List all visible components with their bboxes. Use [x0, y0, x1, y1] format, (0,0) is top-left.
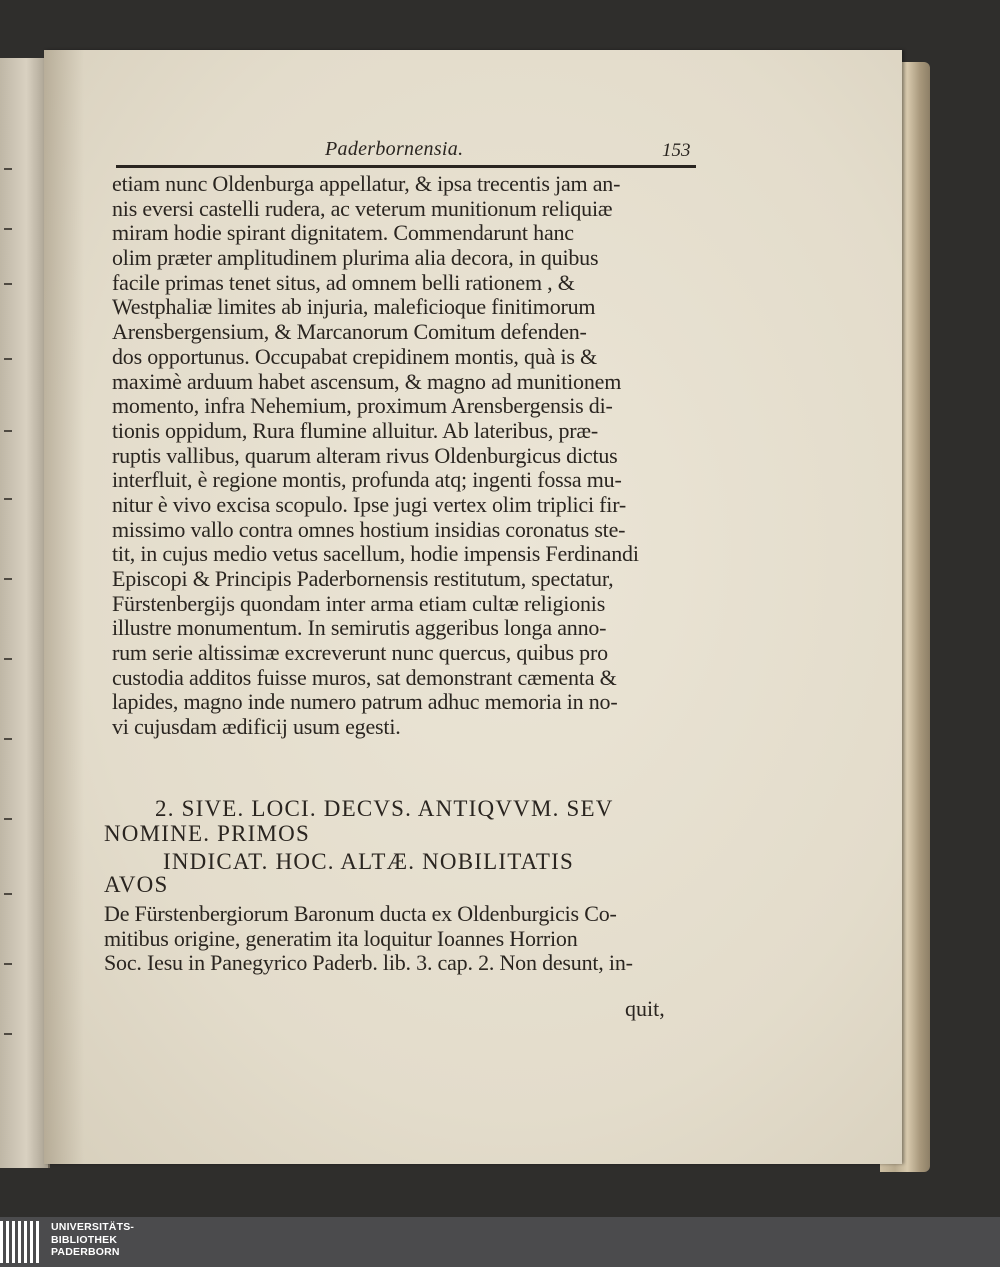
text-line: ruptis vallibus, quarum alteram rivus Oldenburgicus dictus [112, 442, 618, 468]
text-line: custodia additos fuisse muros, sat demonstrant cæmenta & [112, 664, 617, 690]
text-line: Episcopi & Principis Paderbornensis restitutum, spectatur, [112, 566, 614, 591]
text-line: vi cujusdam ædificij usum egesti. [112, 714, 401, 740]
text-line: nitur è vivo excisa scopulo. Ipse jugi vertex olim triplici fir- [112, 491, 627, 517]
section-heading-line: AVOS [104, 872, 169, 897]
text-line: maximè arduum habet ascensum, & magno ad munitionem [112, 368, 622, 394]
left-page-edge [0, 58, 50, 1168]
section-heading-line: INDICAT. HOC. ALTÆ. NOBILITATIS [163, 849, 575, 874]
paragraph-2 [104, 902, 704, 976]
section-heading-line: 2. SIVE. LOCI. DECVS. ANTIQVVM. SEV [155, 796, 614, 821]
text-line: dos opportunus. Occupabat crepidinem montis, quà is & [112, 343, 597, 369]
paragraph-1 [112, 172, 712, 740]
text-line: interfluit, è regione montis, profunda atq; ingenti fossa mu- [112, 467, 622, 493]
section-heading-line: NOMINE. PRIMOS [104, 821, 310, 846]
text-line: illustre monumentum. In semirutis aggeribus longa anno- [112, 615, 607, 641]
text-line: mitibus origine, generatim ita loquitur Ioannes Horrion [104, 925, 578, 951]
catchword: quit, [625, 996, 665, 1021]
page-number: 153 [662, 140, 691, 161]
library-name [51, 1221, 134, 1259]
library-footer [0, 1217, 1000, 1267]
library-name-line: BIBLIOTHEK [51, 1233, 118, 1246]
text-line: facile primas tenet situs, ad omnem belli rationem , & [112, 269, 575, 295]
text-line: momento, infra Nehemium, proximum Arensbergensis di- [112, 393, 613, 419]
text-line: olim præter amplitudinem plurima alia decora, in quibus [112, 245, 599, 271]
text-line: nis eversi castelli rudera, ac veterum munitionum reliquiæ [112, 195, 613, 221]
text-line: lapides, magno inde numero patrum adhuc memoria in no- [112, 689, 618, 715]
running-head: Paderbornensia. [325, 138, 464, 160]
header-rule [116, 165, 696, 168]
text-line: rum serie altissimæ excreverunt nunc quercus, quibus pro [112, 640, 608, 666]
text-line: tionis oppidum, Rura flumine alluitur. Ab lateribus, præ- [112, 417, 598, 443]
text-line: miram hodie spirant dignitatem. Commendarunt hanc [112, 220, 574, 246]
text-line: Fürstenbergijs quondam inter arma etiam cultæ religionis [112, 590, 606, 616]
university-library-logo-icon [0, 1221, 44, 1263]
library-name-line: UNIVERSITÄTS- [51, 1221, 135, 1233]
text-line: Westphaliæ limites ab injuria, maleficioque finitimorum [112, 294, 596, 320]
text-line: missimo vallo contra omnes hostium insidias coronatus ste- [112, 516, 626, 542]
text-line: Soc. Iesu in Panegyrico Paderb. lib. 3. cap. 2. Non desunt, in- [104, 950, 633, 975]
gutter-shadow [44, 50, 84, 1164]
text-line: etiam nunc Oldenburga appellatur, & ipsa trecentis jam an- [112, 171, 621, 196]
library-name-line: PADERBORN [51, 1246, 120, 1258]
text-line: tit, in cujus medio vetus sacellum, hodie impensis Ferdinandi [112, 541, 639, 567]
text-line: De Fürstenbergiorum Baronum ducta ex Oldenburgicis Co- [104, 901, 617, 926]
text-line: Arensbergensium, & Marcanorum Comitum defenden- [112, 319, 587, 345]
